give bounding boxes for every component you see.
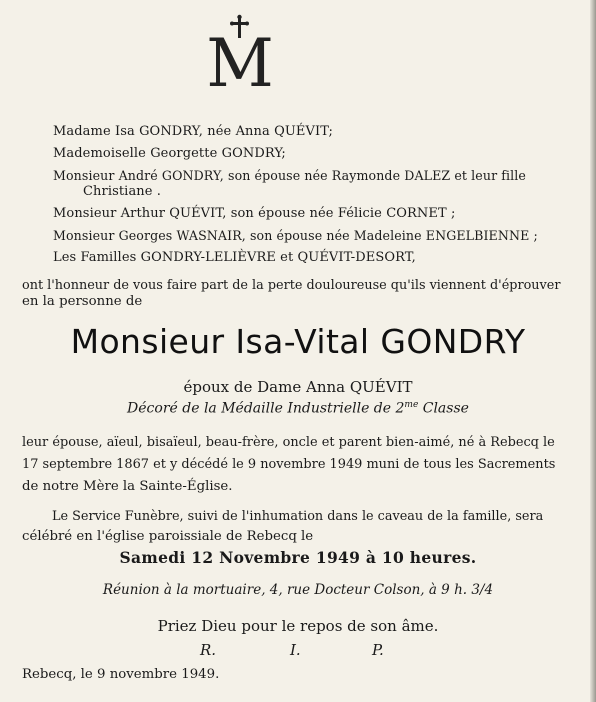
decoration-main: Décoré de la Médaille Industrielle de 2 xyxy=(127,400,405,417)
announcement-line-2: en la personne de xyxy=(22,294,143,309)
service-line-2: célébré en l'église paroissiale de Rebecq le xyxy=(22,529,314,544)
family-line-3b: Christiane . xyxy=(83,184,162,199)
rip-i: I. xyxy=(290,641,301,659)
monogram xyxy=(0,14,480,98)
bio-line-3: de notre Mère la Sainte-Église. xyxy=(22,479,233,494)
prayer-line: Priez Dieu pour le repos de son âme. xyxy=(157,617,439,635)
family-line-4: Monsieur Arthur QUÉVIT, son épouse née Félicie CORNET ; xyxy=(53,206,456,221)
cross-icon xyxy=(195,14,285,94)
deceased-name: Monsieur Isa-Vital GONDRY xyxy=(70,322,526,361)
bio-line-1: leur épouse, aïeul, bisaïeul, beau-frère, oncle et parent bien-aimé, né à Rebecq le xyxy=(22,435,555,450)
family-line-6: Les Familles GONDRY-LELIÈVRE et QUÉVIT-DESORT, xyxy=(53,250,416,265)
family-line-3: Monsieur André GONDRY, son épouse née Raymonde DALEZ et leur fille xyxy=(53,168,526,183)
family-line-5: Monsieur Georges WASNAIR, son épouse née Madeleine ENGELBIENNE ; xyxy=(53,228,538,243)
spouse-line: époux de Dame Anna QUÉVIT xyxy=(183,378,413,396)
service-line-1: Le Service Funèbre, suivi de l'inhumation dans le caveau de la famille, sera xyxy=(52,509,544,524)
bio-line-2: 17 septembre 1867 et y décédé le 9 novembre 1949 muni de tous les Sacrements xyxy=(22,457,556,472)
family-line-1: Madame Isa GONDRY, née Anna QUÉVIT; xyxy=(53,124,333,139)
decoration-line xyxy=(0,400,596,417)
decoration-end: Classe xyxy=(418,400,469,417)
monogram-letter: M xyxy=(206,25,274,94)
meeting-info: Réunion à la mortuaire, 4, rue Docteur Colson, à 9 h. 3/4 xyxy=(102,582,494,598)
place-date: Rebecq, le 9 novembre 1949. xyxy=(22,667,220,682)
decoration-sup: me xyxy=(404,400,419,410)
rip-r: R. xyxy=(200,641,217,659)
announcement-line-1: ont l'honneur de vous faire part de la perte douloureuse qu'ils viennent d'éprouver xyxy=(22,278,561,293)
family-line-2: Mademoiselle Georgette GONDRY; xyxy=(53,146,286,161)
rip-p: P. xyxy=(372,641,384,659)
service-date: Samedi 12 Novembre 1949 à 10 heures. xyxy=(119,548,477,567)
